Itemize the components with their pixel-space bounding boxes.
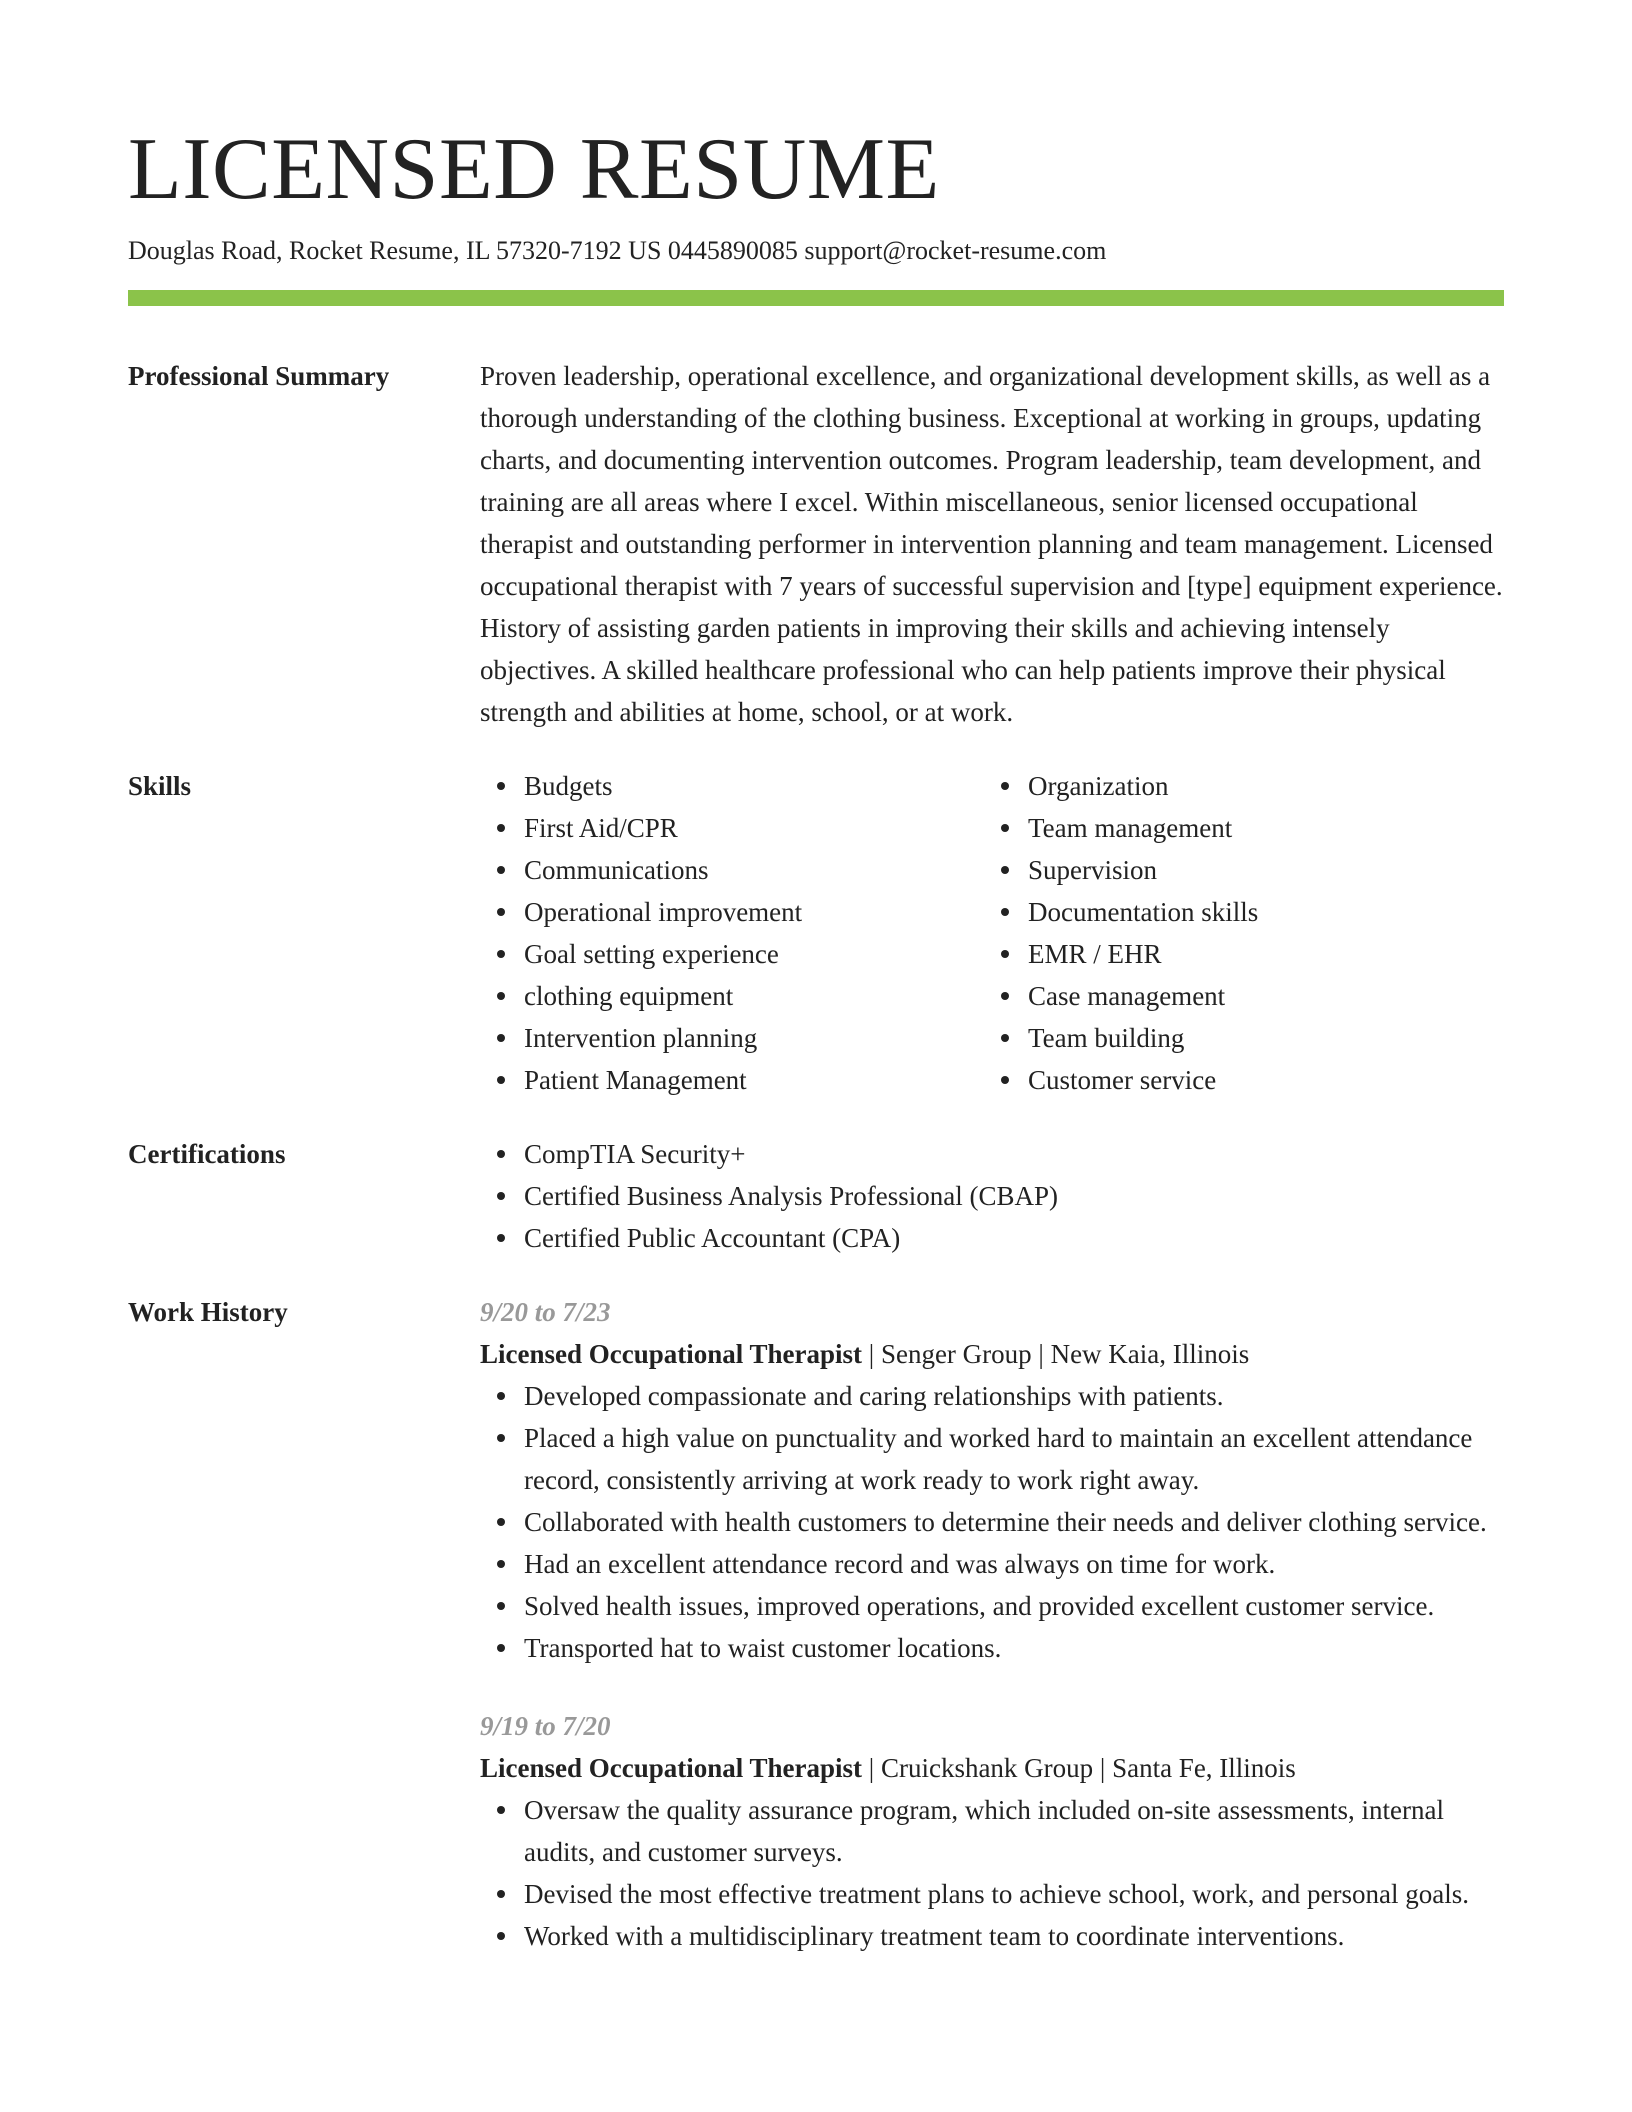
job-entry (480, 1291, 1504, 1669)
resume-page (128, 122, 1504, 1957)
job-bullets (480, 1789, 1504, 1957)
certifications-body (480, 1133, 1504, 1259)
certification-item: Certified Public Accountant (CPA) (480, 1217, 1504, 1259)
skill-item: clothing equipment (480, 975, 984, 1017)
section-label-summary: Professional Summary (128, 361, 390, 391)
job-title-line (480, 1747, 1504, 1789)
skill-item: Documentation skills (984, 891, 1488, 933)
certification-item: Certified Business Analysis Professional (CBAP) (480, 1175, 1504, 1217)
skill-item: Supervision (984, 849, 1488, 891)
skill-item: Goal setting experience (480, 933, 984, 975)
resume-name: LICENSED RESUME (128, 121, 940, 218)
job-bullet: Worked with a multidisciplinary treatment team to coordinate interventions. (480, 1915, 1504, 1957)
work-history-section (128, 1291, 1504, 1957)
job-bullet: Solved health issues, improved operations, and provided excellent customer service. (480, 1585, 1504, 1627)
job-bullet: Collaborated with health customers to determine their needs and deliver clothing service. (480, 1501, 1504, 1543)
job-entry (480, 1705, 1504, 1957)
job-bullet: Transported hat to waist customer locations. (480, 1627, 1504, 1669)
professional-summary-section (128, 355, 1504, 733)
certifications-section (128, 1133, 1504, 1259)
skills-grid (480, 765, 1504, 1101)
skill-item: Organization (984, 765, 1488, 807)
certifications-list (480, 1133, 1504, 1259)
skills-list-right (984, 765, 1488, 1101)
job-employer-location: | Senger Group | New Kaia, Illinois (862, 1339, 1250, 1369)
section-label-certifications: Certifications (128, 1139, 286, 1169)
skill-item: EMR / EHR (984, 933, 1488, 975)
skills-section (128, 765, 1504, 1101)
skill-item: First Aid/CPR (480, 807, 984, 849)
skills-list-left (480, 765, 984, 1101)
accent-divider (128, 290, 1504, 306)
job-bullets (480, 1375, 1504, 1669)
section-label-work-history: Work History (128, 1297, 288, 1327)
job-title: Licensed Occupational Therapist (480, 1753, 863, 1783)
skill-item: Patient Management (480, 1059, 984, 1101)
skill-item: Operational improvement (480, 891, 984, 933)
skill-item: Team building (984, 1017, 1488, 1059)
skill-item: Team management (984, 807, 1488, 849)
job-bullet: Developed compassionate and caring relationships with patients. (480, 1375, 1504, 1417)
certification-item: CompTIA Security+ (480, 1133, 1504, 1175)
job-title-line (480, 1333, 1504, 1375)
skill-item: Case management (984, 975, 1488, 1017)
job-dates: 9/19 to 7/20 (480, 1711, 611, 1741)
job-title: Licensed Occupational Therapist (480, 1339, 863, 1369)
skill-item: Customer service (984, 1059, 1488, 1101)
job-dates: 9/20 to 7/23 (480, 1297, 611, 1327)
skill-item: Budgets (480, 765, 984, 807)
job-bullet: Placed a high value on punctuality and worked hard to maintain an excellent attendance record, consistently arriving at work ready to work right away. (480, 1417, 1504, 1501)
contact-line: Douglas Road, Rocket Resume, IL 57320-7192 US 0445890085 support@rocket-resume.com (128, 236, 1107, 265)
job-bullet: Oversaw the quality assurance program, which included on-site assessments, internal audits, and customer surveys. (480, 1789, 1504, 1873)
skill-item: Intervention planning (480, 1017, 984, 1059)
summary-text: Proven leadership, operational excellence, and organizational development skills, as well as a thorough understanding of the clothing business. Exceptional at working in groups, updating charts, and documenting intervention outcomes. Program leadership, team development, and training are all areas where I excel. Within miscellaneous, senior licensed occupational therapist and outstanding performer in intervention planning and team management. Licensed occupational therapist with 7 years of successful supervision and [type] equipment experience. History of assisting garden patients in improving their skills and achieving intensely objectives. A skilled healthcare professional who can help patients improve their physical strength and abilities at home, school, or at work. (480, 361, 1503, 727)
job-employer-location: | Cruickshank Group | Santa Fe, Illinois (862, 1753, 1296, 1783)
skill-item: Communications (480, 849, 984, 891)
job-bullet: Devised the most effective treatment plans to achieve school, work, and personal goals. (480, 1873, 1504, 1915)
section-label-skills: Skills (128, 771, 192, 801)
job-bullet: Had an excellent attendance record and was always on time for work. (480, 1543, 1504, 1585)
work-history-body (480, 1291, 1504, 1957)
